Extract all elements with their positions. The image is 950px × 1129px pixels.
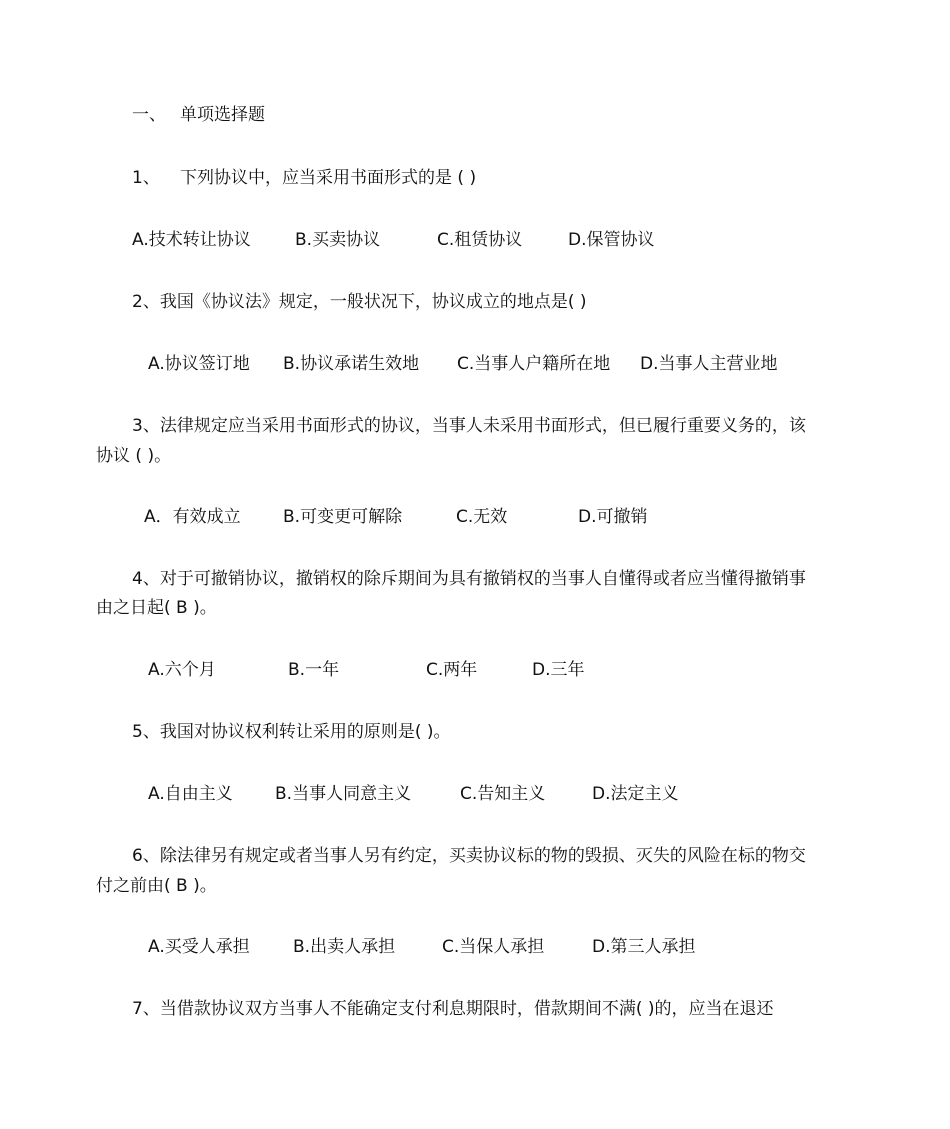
question-6-option-c: C.当保人承担 [442,937,545,957]
question-6-text-continued: 付之前由( B )。 [96,876,217,896]
question-5-option-d: D.法定主义 [592,784,679,804]
question-6-option-b: B.出卖人承担 [293,937,396,957]
question-5-text: 5、我国对协议权利转让采用的原则是( )。 [132,722,451,742]
question-1-option-d: D.保管协议 [568,230,655,250]
question-4-text-continued: 由之日起( B )。 [96,598,217,618]
section-title: 单项选择题 [180,105,265,125]
question-5-option-a: A.自由主义 [148,784,233,804]
question-1-number: 1、 [132,168,160,188]
section-label: 一、 [132,105,166,125]
question-5-option-b: B.当事人同意主义 [275,784,412,804]
question-3-option-c: C.无效 [456,507,508,527]
question-2-text: 2、我国《协议法》规定，一般状况下，协议成立的地点是( ) [132,292,587,312]
question-3-option-b: B.可变更可解除 [283,507,403,527]
question-3-option-a: A．有效成立 [144,507,241,527]
question-5-option-c: C.告知主义 [460,784,546,804]
question-2-option-a: A.协议签订地 [148,354,250,374]
question-4-option-a: A.六个月 [148,660,216,680]
question-6-text: 6、除法律另有规定或者当事人另有约定，买卖协议标的物的毁损、灭失的风险在标的物交 [132,846,806,866]
question-4-option-c: C.两年 [426,660,478,680]
question-6-option-a: A.买受人承担 [148,937,250,957]
question-3-text: 3、法律规定应当采用书面形式的协议，当事人未采用书面形式，但已履行重要义务的，该 [132,416,806,436]
question-4-option-b: B.一年 [288,660,340,680]
question-3-option-d: D.可撤销 [578,507,648,527]
question-2-option-c: C.当事人户籍所在地 [457,354,611,374]
question-4-option-d: D.三年 [532,660,585,680]
question-1-option-a: A.技术转让协议 [132,230,251,250]
question-7-text: 7、当借款协议双方当事人不能确定支付利息期限时，借款期间不满( )的，应当在退还 [132,999,774,1019]
question-4-text: 4、对于可撤销协议，撤销权的除斥期间为具有撤销权的当事人自懂得或者应当懂得撤销事 [132,569,806,589]
question-1-option-b: B.买卖协议 [295,230,381,250]
question-6-option-d: D.第三人承担 [592,937,696,957]
question-3-text-continued: 协议 ( )。 [96,446,172,466]
question-1-option-c: C.租赁协议 [437,230,523,250]
question-2-option-d: D.当事人主营业地 [640,354,778,374]
question-2-option-b: B.协议承诺生效地 [283,354,420,374]
question-1-text: 下列协议中，应当采用书面形式的是 ( ) [180,168,477,188]
